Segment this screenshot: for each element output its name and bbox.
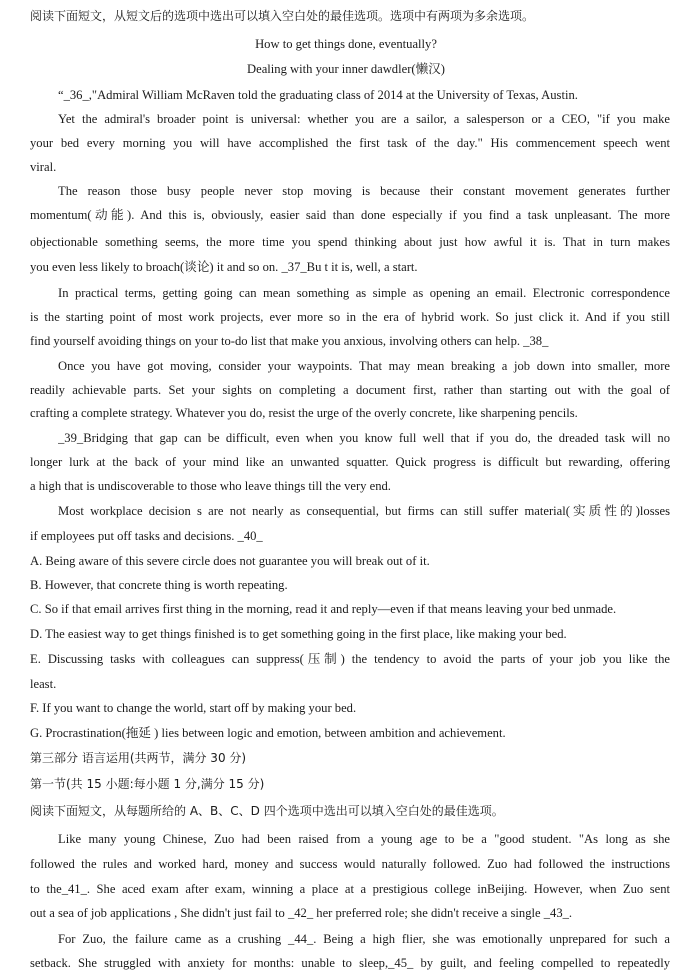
reading-instructions: 阅读下面短文，从短文后的选项中选出可以填入空白处的最佳选项。选项中有两项为多余选项。 — [30, 9, 535, 23]
text-line: out a sea of job applications , She didn't just fail to _42_ her preferred role; she didn't receive a single _43_. — [30, 906, 573, 920]
text-line: Like many young Chinese, Zuo had been raised from a young age to be a "good student. "As long as she — [58, 832, 670, 846]
text-line: The reason those busy people never stop moving is because their constant movement generates further — [58, 184, 670, 198]
text-line: “_36_,"Admiral William McRaven told the graduating class of 2014 at the University of Texas, Austin. — [58, 88, 578, 102]
option-d: D. The easiest way to get things finished is to get something going in the first place, like making your bed. — [30, 627, 567, 641]
text-line: _39_Bridging that gap can be difficult, even when you know full well that if you do, the dreaded task will no — [58, 431, 670, 445]
text-line: For Zuo, the failure came as a crushing _44_. Being a high flier, she was emotionally unprepared for such a — [58, 932, 670, 946]
text-line: viral. — [30, 160, 57, 174]
option-b: B. However, that concrete thing is worth repeating. — [30, 578, 288, 592]
text-line: your bed every morning you will have accomplished the first task of the day." His commencement speech went — [30, 136, 670, 150]
text-line: Most workplace decision s are not nearly as consequential, but firms can still suffer material(实质性的)losses — [58, 504, 670, 518]
passage-title: How to get things done, eventually? — [255, 37, 437, 51]
text-line: Yet the admiral's broader point is universal: whether you are a sailor, a salesperson or a CEO, "if you make — [58, 112, 670, 126]
text-line: crafting a complete strategy. Whatever you do, resist the urge of the overly concrete, like sharpening pencils. — [30, 406, 578, 420]
text-line: is the starting point of most work projects, ever more so in the era of hybrid work. So just click it. And if you still — [30, 310, 670, 324]
text-line: Once you have got moving, consider your waypoints. That may mean breaking a job down into smaller, more — [58, 359, 670, 373]
text-line: followed the rules and worked hard, money and success would naturally followed. Zuo had followed the instructions — [30, 857, 670, 871]
text-line: In practical terms, getting going can mean something as simple as opening an email. Electronic correspondence — [58, 286, 670, 300]
text-line: to the_41_. She aced exam after exam, winning a place at a prestigious college inBeijing. However, when Zuo sent — [30, 882, 670, 896]
text-line: find yourself avoiding things on your to-do list that make you anxious, involving others can help. _38_ — [30, 334, 549, 348]
text-line: momentum(动能). And this is, obviously, easier said than done especially if you find a task unpleasant. The more — [30, 208, 670, 222]
text-line: longer lurk at the back of your mind like an unwanted squatter. Quick progress is difficult but rewarding, offering — [30, 455, 670, 469]
option-e: E. Discussing tasks with colleagues can suppress(压制) the tendency to avoid the parts of your job you like the — [30, 652, 670, 666]
text-line: a high that is undiscoverable to those who leave things till the very end. — [30, 479, 391, 493]
option-a: A. Being aware of this severe circle does not guarantee you will break out of it. — [30, 554, 430, 568]
option-f: F. If you want to change the world, start off by making your bed. — [30, 701, 357, 715]
option-e-continued: least. — [30, 677, 57, 691]
option-c: C. So if that email arrives first thing in the morning, read it and reply—even if that means leaving your bed unmade. — [30, 602, 617, 616]
passage-subtitle: Dealing with your inner dawdler(懒汉) — [247, 62, 445, 76]
cloze-instructions: 阅读下面短文，从每题所给的 A、B、C、D 四个选项中选出可以填入空白处的最佳选项。 — [30, 804, 504, 818]
option-g: G. Procrastination(拖延 ) lies between logic and emotion, between ambition and achievement. — [30, 726, 506, 740]
subsection-heading: 第一节(共 15 小题:每小题 1 分,满分 15 分) — [30, 777, 265, 791]
section-heading: 第三部分 语言运用(共两节，满分 30 分) — [30, 751, 247, 765]
text-line: if employees put off tasks and decisions. _40_ — [30, 529, 263, 543]
text-line: objectionable something seems, the more time you spend thinking about just how awful it is. That in turn makes — [30, 235, 670, 249]
text-line: readily achievable parts. Set your sights on completing a document first, rather than starting out with the goal of — [30, 383, 670, 397]
text-line: you even less likely to broach(谈论) it and so on. _37_Bu t it is, well, a start. — [30, 260, 418, 274]
text-line: setback. She struggled with anxiety for months: unable to sleep,_45_ by guilt, and feeling compelled to repeatedly — [30, 956, 670, 970]
